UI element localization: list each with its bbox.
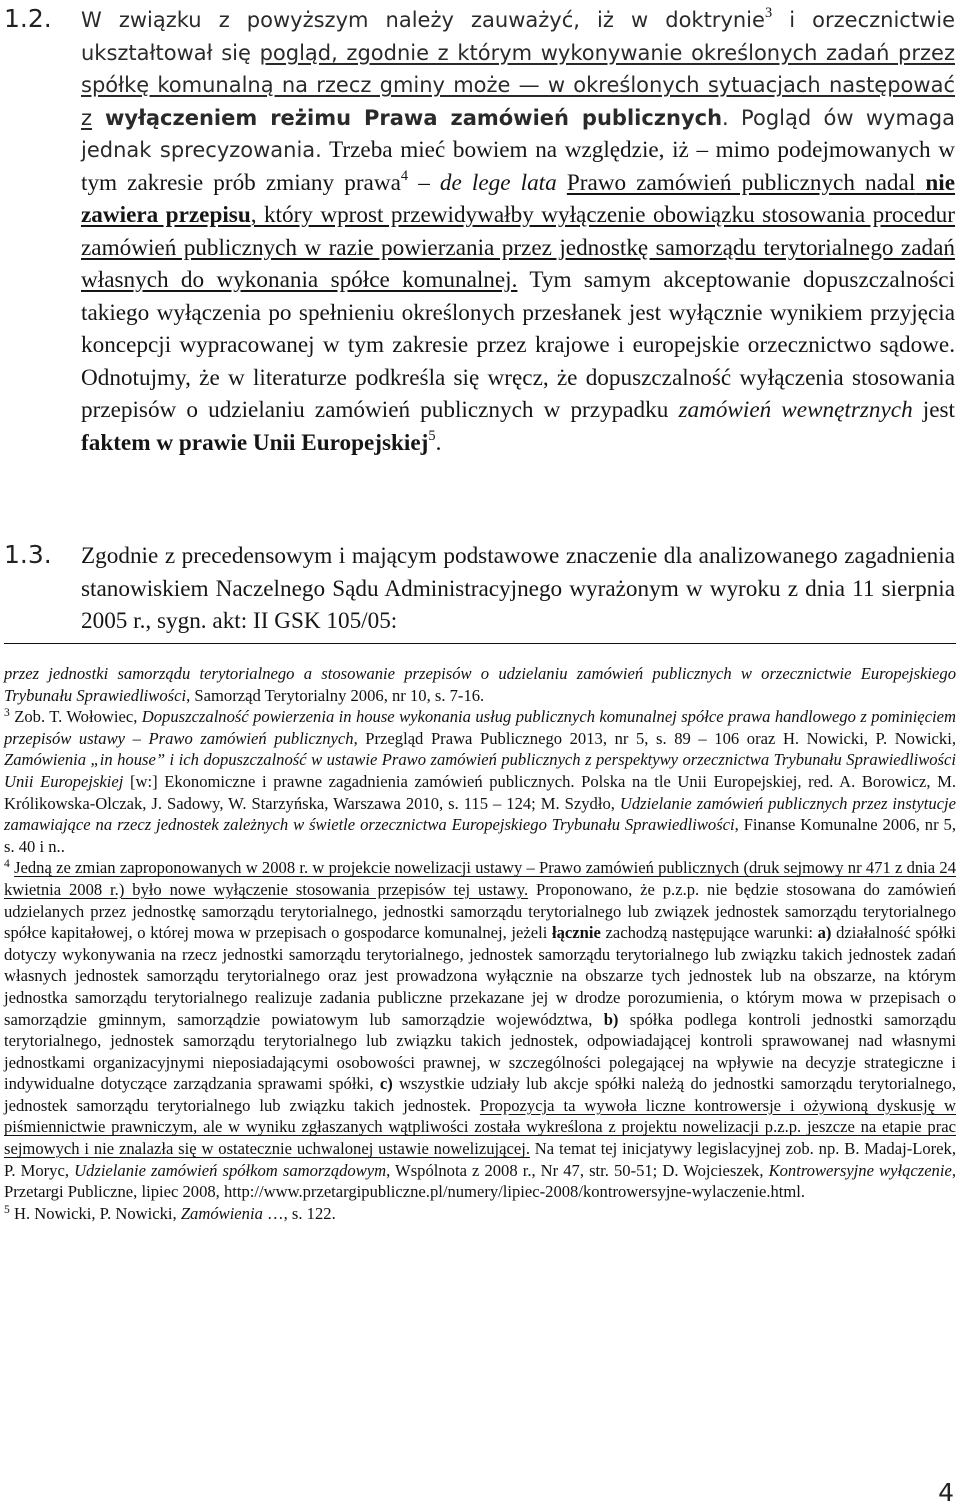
paragraph-text: Trzeba mieć bowiem na względzie, iż – mimo podejmowanych w tym zakresie prób zmiany prawa bbox=[81, 137, 955, 196]
underlined-text: pogląd, zgodnie z którym wykonywanie określonych zadań przez spółkę komunalną na rzecz gminy może — w określonych sytuacjach następować z bbox=[81, 40, 955, 130]
section-1-2-text bbox=[81, 4, 955, 459]
underlined-text: Jedną ze zmian zaproponowanych w 2008 r. w projekcie nowelizacji ustawy – Prawo zamówień publicznych (druk sejmowy nr 471 z dnia 24 kwietnia 2008 r.) było nowe wyłączenie stosowania przepisów tej ustawy. bbox=[4, 858, 956, 899]
italic-title: Kontrowersyjne wyłączenie bbox=[768, 1160, 952, 1180]
italic-phrase: zamówień wewnętrznych bbox=[678, 397, 913, 423]
footnote-text: , Wspólnota z 2008 r., Nr 47, str. 50-51; D. Wojcieszek, bbox=[386, 1160, 769, 1180]
underlined-text: Propozycja ta wywoła liczne kontrowersje i ożywioną dyskusję w piśmiennictwie prawniczym, ale w wyniku zgłaszanych wątpliwości została wykreślona z projektu nowelizacji p.z.p. jeszcze na etapie prac sejmowych i nie znalazła się w ostatecznie uchwalonej ustawie nowelizującej. bbox=[4, 1095, 956, 1159]
paragraph-text: . Pogląd ów wymaga jednak sprecyzowania. bbox=[81, 105, 955, 162]
footnote-text: H. Nowicki, P. Nowicki, bbox=[9, 1203, 181, 1223]
italic-title: Dopuszczalność powierzenia in house wykonania usług publicznych komunalnej spółce prawa handlowego z pominięciem przepisów ustawy – Prawo zamówień publicznych bbox=[4, 707, 956, 748]
italic-phrase: de lege lata bbox=[439, 169, 557, 196]
italic-title: przez jednostki samorządu terytorialnego a stosowanie przepisów o udzielaniu zamówień publicznych w orzecznictwie Europejskiego Trybunału Sprawiedliwości bbox=[4, 664, 956, 705]
paragraph-text: . bbox=[435, 429, 442, 456]
section-number: 1.2. bbox=[4, 4, 52, 33]
footnote-text: spółka podlega kontroli jednostki samorządu terytorialnego, jednostek samorządu terytorialnego lub związku takich jednostek, odpowiadającej kontroli sprawowanej nad własnymi jednostkami organizacyjnymi nieposiadającymi osobowości prawnej, w szczególności polegającej na wpływie na decyzje strategiczne i indywidualne dotyczące zarządzania sprawami spółki, bbox=[4, 1009, 956, 1094]
page-number: 4 bbox=[938, 1478, 954, 1507]
footnote-continuation bbox=[4, 663, 956, 706]
footnote-text: Proponowano, że p.z.p. nie będzie stosowana do zamówień udzielanych przez jednostkę samorządu terytorialnego, jednostki samorządu terytorialnego lub związek jednostek samorządu terytorialnego spółce kapitałowej, o której mowa w przepisach o gospodarce komunalnej, jeżeli bbox=[4, 879, 956, 943]
footnote-ref-3[interactable]: 3 bbox=[764, 5, 773, 21]
italic-title: Zamówienia „in house” i ich dopuszczalność w ustawie Prawo zamówień publicznych z perspektywy orzecznictwa Trybunału Sprawiedliwości Unii Europejskiej bbox=[4, 750, 956, 791]
paragraph-text: Tym samym akceptowanie dopuszczalności takiego wyłączenia po spełnieniu określonych przesłanek jest wyłącznie wynikiem przyjęcia koncepcji wypracowanej w tym zakresie przez krajowe i europejskie orzecznictwo sądowe. bbox=[81, 267, 956, 358]
footnote-3 bbox=[4, 706, 956, 857]
paragraph-text: i orzecznictwie ukształtował się bbox=[81, 8, 955, 65]
list-marker: c) bbox=[379, 1074, 393, 1094]
footnote-text: [w:] Ekonomiczne i prawne zagadnienia zamówień publicznych. Polska na tle Unii Europejskiej, red. A. Borowicz, M. Królikowska-Olczak, J. Sadowy, W. Starzyńska, Warszawa 2010, s. 115 – 124; M. Szydło, bbox=[4, 771, 956, 813]
bold-phrase: wyłączeniem reżimu Prawa zamówień publicznych bbox=[92, 105, 723, 130]
footnote-separator bbox=[4, 643, 956, 644]
list-marker: b) bbox=[603, 1009, 619, 1029]
footnote-text: , Finanse Komunalne 2006, nr 5, s. 40 i n.. bbox=[4, 815, 956, 856]
footnote-mark: 4 bbox=[4, 857, 10, 871]
section-1-3-text: Zgodnie z precedensowym i mającym podstawowe znaczenie dla analizowanego zagadnienia stanowiskiem Naczelnego Sądu Administracyjnego wyrażonym w wyroku z dnia 11 sierpnia 2005 r., sygn. akt: II GSK 105/05: bbox=[81, 543, 955, 634]
footnote-text: zachodzą następujące warunki: bbox=[600, 923, 818, 943]
underlined-text: Prawo zamówień publicznych nadal bbox=[566, 169, 916, 196]
footnote-text: Zob. T. Wołowiec, bbox=[9, 707, 142, 727]
footnote-text: , Przegląd Prawa Publicznego 2013, nr 5, s. 89 – 106 oraz H. Nowicki, P. Nowicki, bbox=[353, 728, 956, 748]
footnote-5 bbox=[4, 1203, 956, 1225]
bold-phrase: faktem w prawie Unii Europejskiej bbox=[81, 429, 429, 456]
footnote-text: , Przetargi Publiczne, lipiec 2008, http://www.przetargipubliczne.pl/numery/lipiec-2008/kontrowersyjne-wylaczenie.html. bbox=[4, 1160, 956, 1202]
italic-title: Zamówienia bbox=[180, 1203, 263, 1223]
bold-phrase: nie zawiera przepisu bbox=[81, 169, 956, 228]
bold-phrase: łącznie bbox=[552, 923, 601, 943]
space bbox=[557, 170, 567, 196]
paragraph-text: W związku z powyższym należy zauważyć, iż w doktrynie bbox=[81, 8, 765, 32]
footnote-mark: 3 bbox=[4, 706, 10, 720]
list-marker: a) bbox=[817, 923, 832, 943]
footnote-4 bbox=[4, 857, 956, 1203]
footnote-text: Na temat tej inicjatywy legislacyjnej zob. np. B. Madaj-Lorek, P. Moryc, bbox=[4, 1139, 956, 1180]
footnotes bbox=[4, 663, 956, 1224]
paragraph-text: jest bbox=[912, 397, 955, 423]
section-number: 1.3. bbox=[4, 540, 52, 569]
italic-title: Udzielanie zamówień publicznych przez instytucje zamawiające na rzecz jednostek zależnych w świetle orzecznictwa Europejskiego Trybunału Sprawiedliwości bbox=[4, 793, 956, 835]
italic-title: Udzielanie zamówień spółkom samorządowym bbox=[74, 1160, 387, 1180]
paragraph-text: Odnotujmy, że w literaturze podkreśla się wręcz, że dopuszczalność wyłączenia stosowania przepisów o udzielaniu zamówień publicznych w przypadku bbox=[81, 364, 955, 423]
footnote-text: działalność spółki dotyczy wykonywania na rzecz jednostki samorządu terytorialnego, jednostek samorządu terytorialnego lub związku takich jednostek zadań własnych jednostek samorządu terytorialnego oraz jest prowadzona wyłącznie na obszarze tych jednostek lub na obszarze, na którym jednostka samorządu terytorialnego realizuje zadania publiczne przekazane jej w drodze porozumienia, o którym mowa w przepisach o samorządzie gminnym, samorządzie powiatowym lub samorządzie województwa, bbox=[4, 923, 956, 1029]
underlined-text: , który wprost przewidywałby wyłączenie obowiązku stosowania procedur zamówień publicznych w razie powierzania przez jednostkę samorządu terytorialnego zadań własnych do wykonania spółce komunalnej. bbox=[81, 202, 956, 293]
footnote-text: …, s. 122. bbox=[262, 1203, 336, 1223]
footnote-ref-4[interactable]: 4 bbox=[400, 167, 409, 184]
footnote-ref-5[interactable]: 5 bbox=[428, 427, 436, 444]
paragraph-text: – bbox=[408, 169, 440, 196]
footnote-text: wszystkie udziały lub akcje spółki należą do jednostki samorządu terytorialnego, jednostek samorządu terytorialnego lub związku takich jednostek. bbox=[4, 1074, 956, 1115]
footnote-mark: 5 bbox=[4, 1202, 10, 1216]
footnote-text: , Samorząd Terytorialny 2006, nr 10, s. 7-16. bbox=[186, 685, 485, 705]
